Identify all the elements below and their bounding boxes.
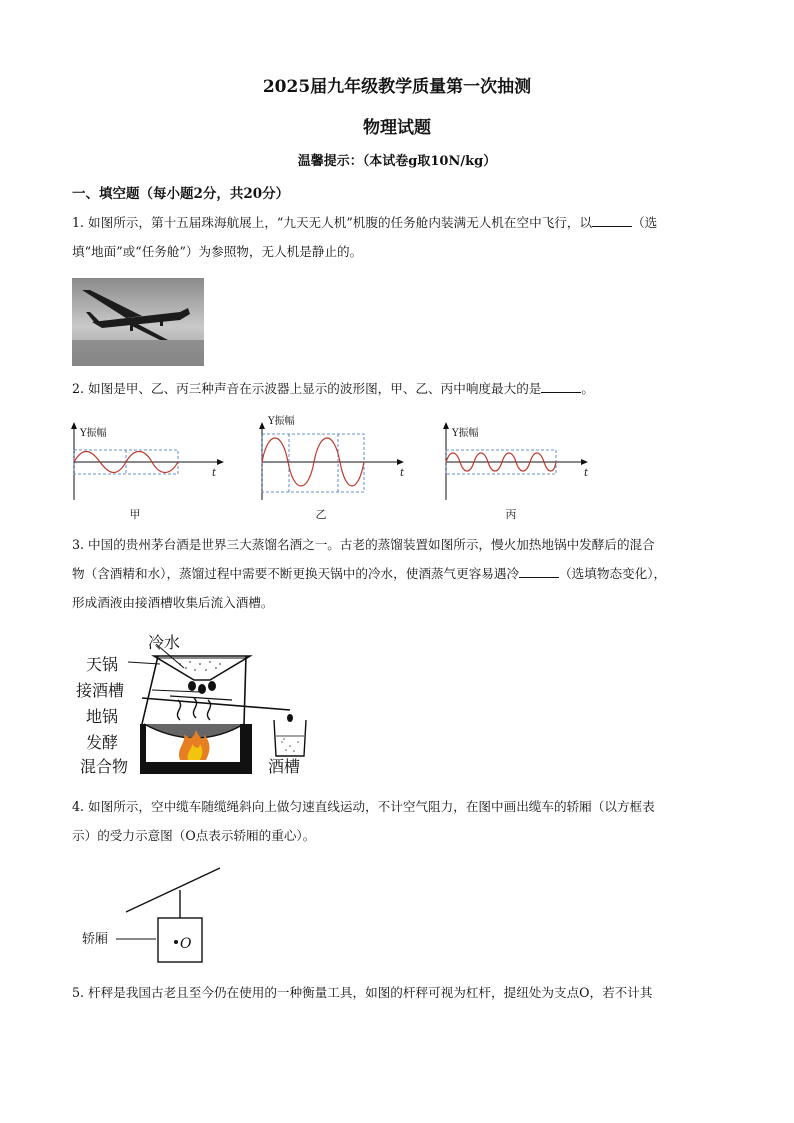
label-center-o: O xyxy=(180,936,192,952)
cabin-leader-line xyxy=(116,936,156,942)
q3-text-line3: 形成酒液由接酒槽收集后流入酒槽。 xyxy=(72,595,274,610)
label-tian-guo: 天锅 xyxy=(86,655,119,674)
q4-text-line2: 示）的受力示意图（O点表示轿厢的重心）。 xyxy=(72,828,316,843)
label-di-guo: 地锅 xyxy=(86,707,119,726)
graph-bing-tlabel: t xyxy=(584,468,589,479)
waveform-yi xyxy=(259,422,404,500)
question-3 xyxy=(72,530,728,617)
q2-text-b: 。 xyxy=(581,381,594,396)
drone-photo xyxy=(72,278,204,366)
q5-text-line1: 5. 杆秤是我国古老且至今仍在使用的一种衡量工具，如图的杆秤可视为杠杆，提纽处为支点O，若不计其 xyxy=(72,985,653,1000)
question-2 xyxy=(72,374,728,403)
graph-jia-tlabel: t xyxy=(212,468,217,479)
label-ferment-2: 混合物 xyxy=(80,757,129,776)
receiving-cup xyxy=(270,718,310,758)
q1-text-line2: 填“地面”或“任务舱”）为参照物，无人机是静止的。 xyxy=(72,244,363,259)
label-cabin: 轿厢 xyxy=(82,932,109,947)
cable-car-diagram xyxy=(120,866,230,966)
section-title: 一、填空题（每小题2分，共20分） xyxy=(72,186,290,202)
exam-subtitle: 物理试题 xyxy=(363,118,431,138)
question-1 xyxy=(72,208,728,266)
question-5 xyxy=(72,978,728,1007)
label-jiu-cao: 酒槽 xyxy=(268,757,301,776)
graph-yi-ylabel: Y振幅 xyxy=(268,416,295,427)
q4-text-line1: 4. 如图所示，空中缆车随缆绳斜向上做匀速直线运动，不计空气阻力，在图中画出缆车的轿厢（以方框表 xyxy=(72,799,655,814)
graph-jia-ylabel: Y振幅 xyxy=(80,428,107,439)
graph-bing-caption: 丙 xyxy=(505,508,517,521)
tip-text: 温馨提示：（本试卷g取10N/kg） xyxy=(297,154,497,169)
q3-text-line1: 3. 中国的贵州茅台酒是世界三大蒸馏名酒之一。古老的蒸馏装置如图所示，慢火加热地锅中发酵后的混合 xyxy=(72,537,655,552)
waveform-graphs xyxy=(60,420,620,504)
q2-answer-blank[interactable] xyxy=(541,378,581,393)
graph-yi-caption: 乙 xyxy=(315,508,327,521)
exam-title: 2025届九年级教学质量第一次抽测 xyxy=(262,77,532,97)
question-4 xyxy=(72,792,728,850)
q3-answer-blank[interactable] xyxy=(519,563,559,578)
label-jie-jiu-cao: 接酒槽 xyxy=(76,681,125,700)
graph-bing-ylabel: Y振幅 xyxy=(452,428,479,439)
q1-text-a: 1. 如图所示，第十五届珠海航展上，“九天无人机”机腹的任务舱内装满无人机在空中飞行，以 xyxy=(72,215,593,230)
label-ferment-1: 发酵 xyxy=(86,733,119,752)
graph-yi-tlabel: t xyxy=(400,468,405,479)
q1-answer-blank[interactable] xyxy=(592,212,632,227)
graph-jia-caption: 甲 xyxy=(129,508,141,521)
label-cold-water: 冷水 xyxy=(148,633,181,652)
q2-text-a: 2. 如图是甲、乙、丙三种声音在示波器上显示的波形图，甲、乙、丙中响度最大的是 xyxy=(72,381,542,396)
q3-text-line2-b: （选填物态变化）， xyxy=(559,566,667,581)
q3-text-line2-a: 物（含酒精和水），蒸馏过程中需要不断更换天锅中的冷水，使酒蒸气更容易遇冷 xyxy=(72,566,520,581)
q1-text-b: （选 xyxy=(632,215,658,230)
